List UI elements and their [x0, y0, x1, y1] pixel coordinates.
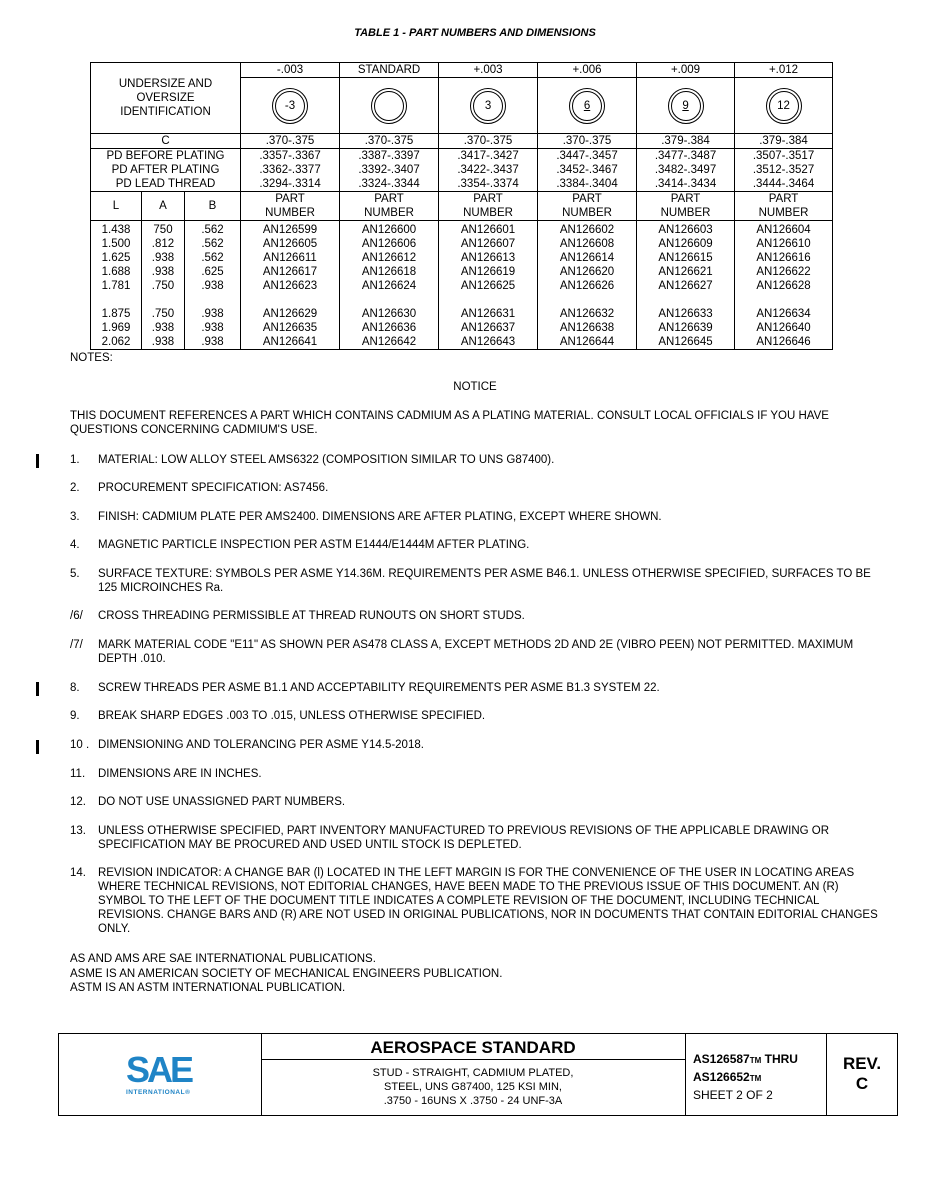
size-header: +.003 [439, 63, 538, 78]
note-item: 12. DO NOT USE UNASSIGNED PART NUMBERS. [70, 796, 346, 808]
marking-cell [735, 78, 833, 134]
note-item: 2. PROCUREMENT SPECIFICATION: AS7456. [70, 482, 329, 494]
identification-label: UNDERSIZE AND OVERSIZE IDENTIFICATION [91, 63, 241, 134]
change-bar [36, 454, 39, 468]
part-number-header: PART NUMBER [637, 192, 735, 221]
size-header: -.003 [241, 63, 340, 78]
size-header: +.006 [538, 63, 637, 78]
size-header: +.009 [637, 63, 735, 78]
marking-circle-icon: -3 [272, 88, 308, 124]
note-item: /7/ MARK MATERIAL CODE "E11" AS SHOWN PER AS478 CLASS A, EXCEPT METHODS 2D AND 2E (VIBRO PEEN) NOT PERMITTED. MAXIMUM DEPTH .010. [70, 639, 854, 665]
size-header: STANDARD [340, 63, 439, 78]
part-number-header: PART NUMBER [439, 192, 538, 221]
pd-values: .3477-.3487 .3482-.3497 .3414-.3434 [637, 149, 735, 192]
marking-cell [439, 78, 538, 134]
title-block [58, 1033, 898, 1116]
b-column: .562 .562 .562 .625 .938 .938 .938 .938 [185, 221, 241, 350]
pd-values: .3447-.3457 .3452-.3467 .3384-.3404 [538, 149, 637, 192]
pd-labels: PD BEFORE PLATING PD AFTER PLATING PD LEAD THREAD [91, 149, 241, 192]
pd-values: .3357-.3367 .3362-.3377 .3294-.3314 [241, 149, 340, 192]
pd-values: .3417-.3427 .3422-.3437 .3354-.3374 [439, 149, 538, 192]
revision: REV. C [842, 1054, 882, 1093]
table-title: TABLE 1 - PART NUMBERS AND DIMENSIONS [354, 27, 596, 39]
note-item: 11. DIMENSIONS ARE IN INCHES. [70, 768, 262, 780]
notice-text: THIS DOCUMENT REFERENCES A PART WHICH CONTAINS CADMIUM AS A PLATING MATERIAL. CONSULT LOCAL OFFICIALS IF YOU HAVE QUESTIONS CONCERNING CADMIUM'S USE. [70, 410, 829, 436]
l-column: 1.438 1.500 1.625 1.688 1.781 1.875 1.969 2.062 [91, 221, 142, 350]
col-header-b: B [185, 192, 241, 221]
pd-values: .3507-.3517 .3512-.3527 .3444-.3464 [735, 149, 833, 192]
note-item: 8. SCREW THREADS PER ASME B1.1 AND ACCEPTABILITY REQUIREMENTS PER ASME B1.3 SYSTEM 22. [70, 682, 660, 694]
marking-circle-icon: 3 [470, 88, 506, 124]
marking-cell [637, 78, 735, 134]
note-item: 13. UNLESS OTHERWISE SPECIFIED, PART INVENTORY MANUFACTURED TO PREVIOUS REVISIONS OF THE APPLICABLE DRAWING OR SPECIFICATION MAY BE PROCURED AND USED UNTIL STOCK IS DEPLETED. [70, 825, 830, 851]
a-column: 750 .812 .938 .938 .750 .750 .938 .938 [142, 221, 185, 350]
part-number-column: AN126602 AN126608 AN126614 AN126620 AN126626 AN126632 AN126638 AN126644 [538, 221, 637, 350]
pd-values: .3387-.3397 .3392-.3407 .3324-.3344 [340, 149, 439, 192]
col-header-l: L [91, 192, 142, 221]
note-item: 3. FINISH: CADMIUM PLATE PER AMS2400. DIMENSIONS ARE AFTER PLATING, EXCEPT WHERE SHOWN. [70, 511, 662, 523]
marking-circle-icon [371, 88, 407, 124]
marking-cell [340, 78, 439, 134]
note-item: 10 . DIMENSIONING AND TOLERANCING PER ASME Y14.5-2018. [70, 739, 424, 751]
part-number-column: AN126599 AN126605 AN126611 AN126617 AN126623 AN126629 AN126635 AN126641 [241, 221, 340, 350]
note-item: 9. BREAK SHARP EDGES .003 TO .015, UNLESS OTHERWISE SPECIFIED. [70, 710, 486, 722]
note-item: 1. MATERIAL: LOW ALLOY STEEL AMS6322 (COMPOSITION SIMILAR TO UNS G87400). [70, 454, 555, 466]
part-number-column: AN126603 AN126609 AN126615 AN126621 AN126627 AN126633 AN126639 AN126645 [637, 221, 735, 350]
note-item: 4. MAGNETIC PARTICLE INSPECTION PER ASTM E1444/E1444M AFTER PLATING. [70, 539, 530, 551]
part-number-column: AN126604 AN126610 AN126616 AN126622 AN126628 AN126634 AN126640 AN126646 [735, 221, 833, 350]
c-value: .379-.384 [637, 134, 735, 149]
c-value: .370-.375 [439, 134, 538, 149]
c-value: .370-.375 [241, 134, 340, 149]
standard-title: AEROSPACE STANDARD [370, 1038, 576, 1057]
size-header: +.012 [735, 63, 833, 78]
marking-circle-icon: 6 [569, 88, 605, 124]
sae-logo: SAE INTERNATIONAL® [126, 1049, 192, 1096]
note-item: 5. SURFACE TEXTURE: SYMBOLS PER ASME Y14.36M. REQUIREMENTS PER ASME B46.1. UNLESS OTHERWISE SPECIFIED, SURFACES TO BE 125 MICROINCHES Ra. [70, 568, 871, 594]
part-number-header: PART NUMBER [340, 192, 439, 221]
col-header-a: A [142, 192, 185, 221]
part-number-header: PART NUMBER [538, 192, 637, 221]
marking-circle-icon: 12 [766, 88, 802, 124]
part-number-column: AN126601 AN126607 AN126613 AN126619 AN126625 AN126631 AN126637 AN126643 [439, 221, 538, 350]
part-number-header: PART NUMBER [241, 192, 340, 221]
note-item: 14. REVISION INDICATOR: A CHANGE BAR (l) LOCATED IN THE LEFT MARGIN IS FOR THE CONVENIENCE OF THE USER IN LOCATING AREAS WHERE TECHNICAL REVISIONS, NOT EDITORIAL CHANGES, HAVE BEEN MADE TO THE PREVIOUS ISSUE OF THIS DOCUMENT. AN (R) SYMBOL TO THE LEFT OF THE DOCUMENT TITLE INDICATES A COMPLETE REVISION OF THE DOCUMENT, INCLUDING TECHNICAL REVISIONS. CHANGE BARS AND (R) ARE NOT USED IN ORIGINAL PUBLICATIONS, NOR IN DOCUMENTS THAT CONTAIN EDITORIAL CHANGES ONLY. [70, 867, 878, 935]
note-item: /6/ CROSS THREADING PERMISSIBLE AT THREAD RUNOUTS ON SHORT STUDS. [70, 610, 525, 622]
c-value: .370-.375 [340, 134, 439, 149]
table-row-group [91, 221, 833, 350]
c-value: .379-.384 [735, 134, 833, 149]
marking-cell [241, 78, 340, 134]
marking-circle-icon: 9 [668, 88, 704, 124]
part-number-header: PART NUMBER [735, 192, 833, 221]
notes-heading: NOTES: [70, 352, 113, 364]
document-id: AS126587TM THRU AS126652TM SHEET 2 OF 2 [693, 1052, 798, 1102]
c-label: C [91, 134, 241, 149]
part-description: STUD - STRAIGHT, CADMIUM PLATED, STEEL, UNS G87400, 125 KSI MIN, .3750 - 16UNS X .3750 - 24 UNF-3A [372, 1067, 574, 1107]
change-bar [36, 682, 39, 696]
c-value: .370-.375 [538, 134, 637, 149]
notice-heading: NOTICE [453, 381, 497, 393]
part-number-column: AN126600 AN126606 AN126612 AN126618 AN126624 AN126630 AN126636 AN126642 [340, 221, 439, 350]
change-bar [36, 740, 39, 754]
publications: AS AND AMS ARE SAE INTERNATIONAL PUBLICATIONS. ASME IS AN AMERICAN SOCIETY OF MECHANICAL ENGINEERS PUBLICATION. ASTM IS AN ASTM INTERNATIONAL PUBLICATION. [70, 953, 503, 994]
marking-cell [538, 78, 637, 134]
part-numbers-table [90, 62, 833, 350]
